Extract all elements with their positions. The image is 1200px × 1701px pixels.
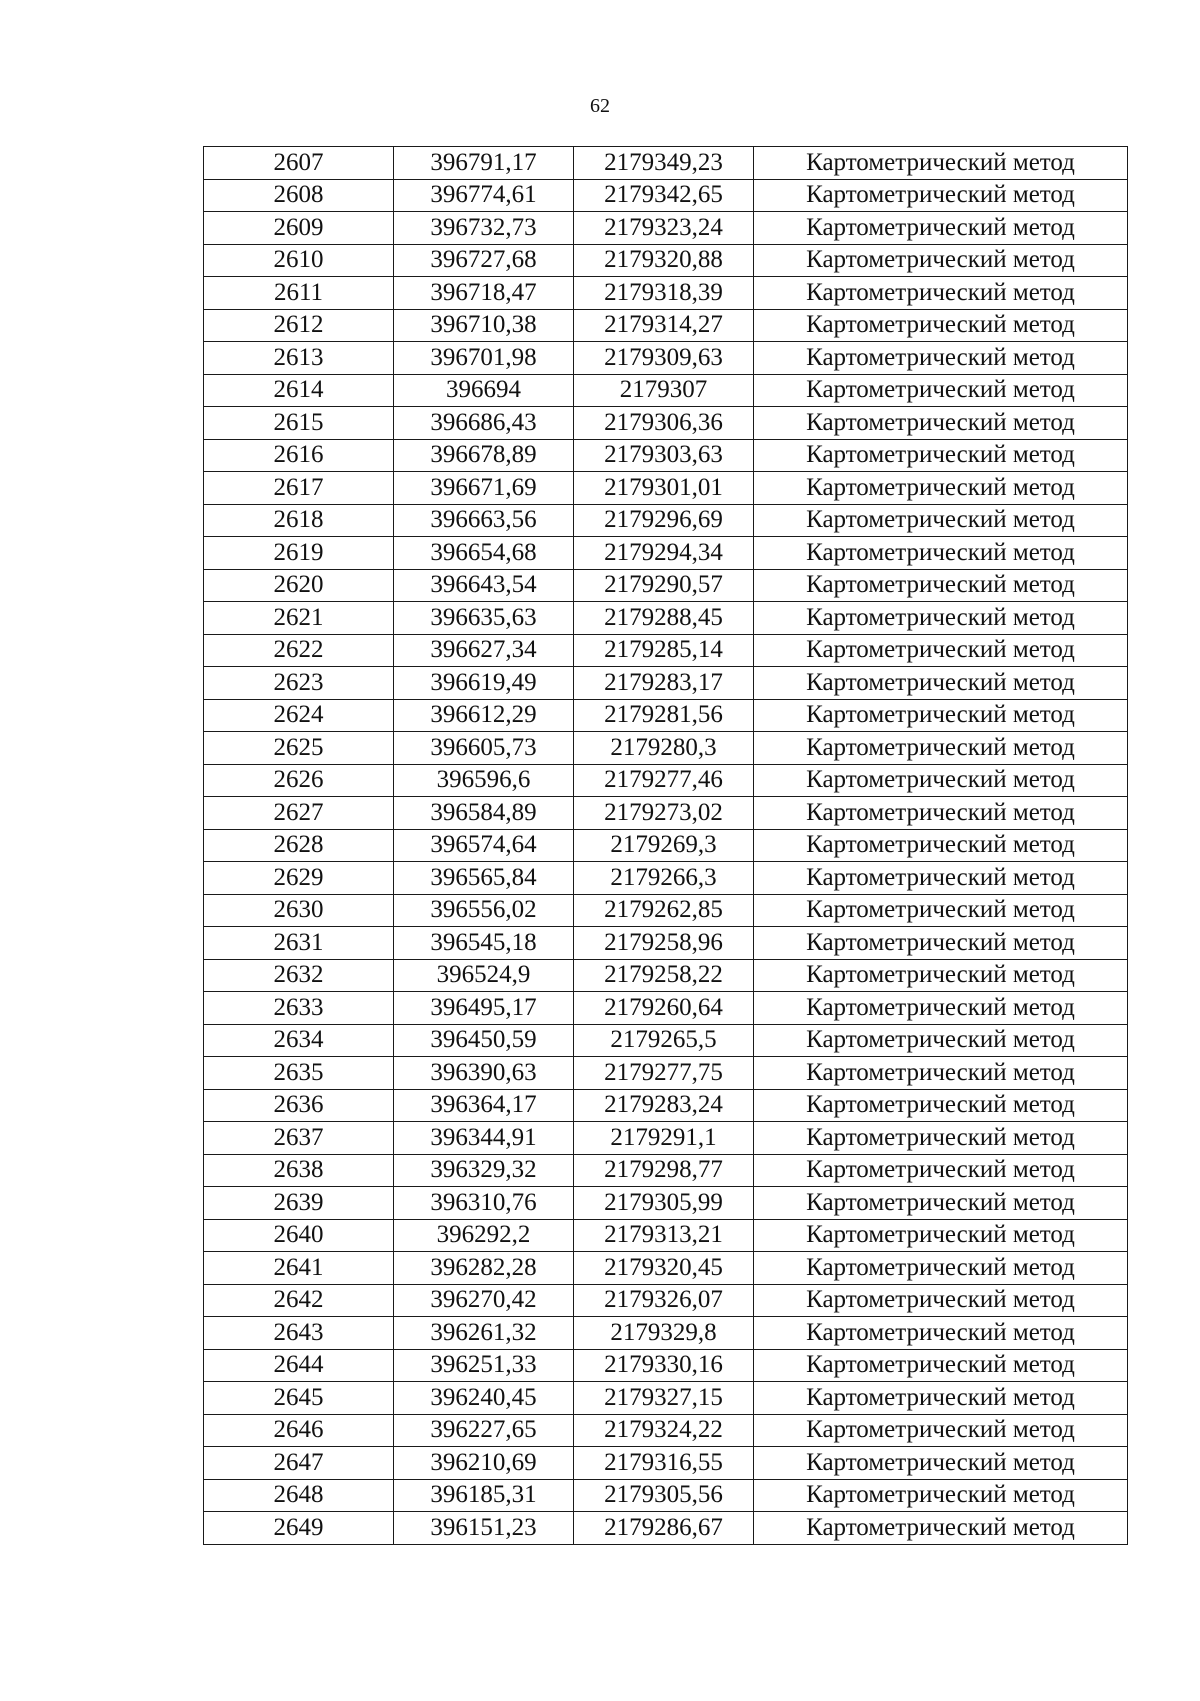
x-coordinate-cell: 396251,33 <box>394 1349 574 1382</box>
method-cell: Картометрический метод <box>754 147 1128 180</box>
y-coordinate-cell: 2179320,88 <box>574 244 754 277</box>
x-coordinate-cell: 396627,34 <box>394 634 574 667</box>
point-number-cell: 2634 <box>204 1024 394 1057</box>
x-coordinate-cell: 396791,17 <box>394 147 574 180</box>
point-number-cell: 2635 <box>204 1057 394 1090</box>
table-row <box>204 1447 1128 1480</box>
x-coordinate-cell: 396261,32 <box>394 1317 574 1350</box>
y-coordinate-cell: 2179265,5 <box>574 1024 754 1057</box>
x-coordinate-cell: 396292,2 <box>394 1219 574 1252</box>
method-cell: Картометрический метод <box>754 407 1128 440</box>
x-coordinate-cell: 396282,28 <box>394 1252 574 1285</box>
table-row <box>204 1252 1128 1285</box>
y-coordinate-cell: 2179296,69 <box>574 504 754 537</box>
y-coordinate-cell: 2179286,67 <box>574 1512 754 1545</box>
coordinates-table <box>203 146 1128 1545</box>
method-cell: Картометрический метод <box>754 1024 1128 1057</box>
point-number-cell: 2619 <box>204 537 394 570</box>
method-cell: Картометрический метод <box>754 472 1128 505</box>
method-cell: Картометрический метод <box>754 862 1128 895</box>
table-row <box>204 959 1128 992</box>
table-row <box>204 342 1128 375</box>
method-cell: Картометрический метод <box>754 309 1128 342</box>
method-cell: Картометрический метод <box>754 602 1128 635</box>
point-number-cell: 2624 <box>204 699 394 732</box>
point-number-cell: 2607 <box>204 147 394 180</box>
x-coordinate-cell: 396545,18 <box>394 927 574 960</box>
table-row <box>204 1057 1128 1090</box>
point-number-cell: 2621 <box>204 602 394 635</box>
method-cell: Картометрический метод <box>754 1447 1128 1480</box>
method-cell: Картометрический метод <box>754 764 1128 797</box>
method-cell: Картометрический метод <box>754 1382 1128 1415</box>
x-coordinate-cell: 396565,84 <box>394 862 574 895</box>
y-coordinate-cell: 2179326,07 <box>574 1284 754 1317</box>
coordinates-table-body <box>204 147 1128 1545</box>
y-coordinate-cell: 2179290,57 <box>574 569 754 602</box>
x-coordinate-cell: 396574,64 <box>394 829 574 862</box>
x-coordinate-cell: 396596,6 <box>394 764 574 797</box>
y-coordinate-cell: 2179266,3 <box>574 862 754 895</box>
point-number-cell: 2617 <box>204 472 394 505</box>
point-number-cell: 2631 <box>204 927 394 960</box>
table-row <box>204 1187 1128 1220</box>
point-number-cell: 2615 <box>204 407 394 440</box>
method-cell: Картометрический метод <box>754 667 1128 700</box>
table-row <box>204 472 1128 505</box>
method-cell: Картометрический метод <box>754 797 1128 830</box>
point-number-cell: 2644 <box>204 1349 394 1382</box>
point-number-cell: 2637 <box>204 1122 394 1155</box>
y-coordinate-cell: 2179285,14 <box>574 634 754 667</box>
x-coordinate-cell: 396678,89 <box>394 439 574 472</box>
method-cell: Картометрический метод <box>754 1512 1128 1545</box>
point-number-cell: 2613 <box>204 342 394 375</box>
point-number-cell: 2625 <box>204 732 394 765</box>
y-coordinate-cell: 2179305,56 <box>574 1479 754 1512</box>
point-number-cell: 2611 <box>204 277 394 310</box>
point-number-cell: 2622 <box>204 634 394 667</box>
table-row <box>204 179 1128 212</box>
table-row <box>204 894 1128 927</box>
y-coordinate-cell: 2179262,85 <box>574 894 754 927</box>
y-coordinate-cell: 2179324,22 <box>574 1414 754 1447</box>
x-coordinate-cell: 396654,68 <box>394 537 574 570</box>
y-coordinate-cell: 2179280,3 <box>574 732 754 765</box>
x-coordinate-cell: 396710,38 <box>394 309 574 342</box>
page-number: 62 <box>590 95 610 117</box>
method-cell: Картометрический метод <box>754 959 1128 992</box>
table-row <box>204 927 1128 960</box>
table-row <box>204 569 1128 602</box>
y-coordinate-cell: 2179306,36 <box>574 407 754 440</box>
point-number-cell: 2629 <box>204 862 394 895</box>
method-cell: Картометрический метод <box>754 504 1128 537</box>
x-coordinate-cell: 396364,17 <box>394 1089 574 1122</box>
method-cell: Картометрический метод <box>754 1284 1128 1317</box>
table-row <box>204 1479 1128 1512</box>
y-coordinate-cell: 2179318,39 <box>574 277 754 310</box>
method-cell: Картометрический метод <box>754 537 1128 570</box>
point-number-cell: 2638 <box>204 1154 394 1187</box>
table-row <box>204 1414 1128 1447</box>
y-coordinate-cell: 2179283,24 <box>574 1089 754 1122</box>
x-coordinate-cell: 396694 <box>394 374 574 407</box>
method-cell: Картометрический метод <box>754 634 1128 667</box>
x-coordinate-cell: 396774,61 <box>394 179 574 212</box>
y-coordinate-cell: 2179288,45 <box>574 602 754 635</box>
y-coordinate-cell: 2179273,02 <box>574 797 754 830</box>
method-cell: Картометрический метод <box>754 1479 1128 1512</box>
table-row <box>204 212 1128 245</box>
x-coordinate-cell: 396227,65 <box>394 1414 574 1447</box>
point-number-cell: 2636 <box>204 1089 394 1122</box>
table-row <box>204 147 1128 180</box>
y-coordinate-cell: 2179342,65 <box>574 179 754 212</box>
table-row <box>204 1317 1128 1350</box>
table-row <box>204 1512 1128 1545</box>
table-row <box>204 1284 1128 1317</box>
y-coordinate-cell: 2179327,15 <box>574 1382 754 1415</box>
x-coordinate-cell: 396344,91 <box>394 1122 574 1155</box>
method-cell: Картометрический метод <box>754 894 1128 927</box>
table-row <box>204 407 1128 440</box>
y-coordinate-cell: 2179281,56 <box>574 699 754 732</box>
point-number-cell: 2628 <box>204 829 394 862</box>
point-number-cell: 2626 <box>204 764 394 797</box>
y-coordinate-cell: 2179269,3 <box>574 829 754 862</box>
x-coordinate-cell: 396686,43 <box>394 407 574 440</box>
method-cell: Картометрический метод <box>754 992 1128 1025</box>
point-number-cell: 2648 <box>204 1479 394 1512</box>
point-number-cell: 2640 <box>204 1219 394 1252</box>
method-cell: Картометрический метод <box>754 1252 1128 1285</box>
method-cell: Картометрический метод <box>754 212 1128 245</box>
point-number-cell: 2639 <box>204 1187 394 1220</box>
y-coordinate-cell: 2179316,55 <box>574 1447 754 1480</box>
x-coordinate-cell: 396390,63 <box>394 1057 574 1090</box>
point-number-cell: 2649 <box>204 1512 394 1545</box>
method-cell: Картометрический метод <box>754 1187 1128 1220</box>
y-coordinate-cell: 2179277,46 <box>574 764 754 797</box>
method-cell: Картометрический метод <box>754 927 1128 960</box>
method-cell: Картометрический метод <box>754 1089 1128 1122</box>
y-coordinate-cell: 2179305,99 <box>574 1187 754 1220</box>
point-number-cell: 2643 <box>204 1317 394 1350</box>
method-cell: Картометрический метод <box>754 374 1128 407</box>
x-coordinate-cell: 396643,54 <box>394 569 574 602</box>
table-row <box>204 992 1128 1025</box>
x-coordinate-cell: 396635,63 <box>394 602 574 635</box>
table-row <box>204 244 1128 277</box>
x-coordinate-cell: 396663,56 <box>394 504 574 537</box>
method-cell: Картометрический метод <box>754 1154 1128 1187</box>
method-cell: Картометрический метод <box>754 732 1128 765</box>
x-coordinate-cell: 396310,76 <box>394 1187 574 1220</box>
table-row <box>204 1024 1128 1057</box>
table-row <box>204 634 1128 667</box>
x-coordinate-cell: 396732,73 <box>394 212 574 245</box>
y-coordinate-cell: 2179307 <box>574 374 754 407</box>
y-coordinate-cell: 2179330,16 <box>574 1349 754 1382</box>
x-coordinate-cell: 396210,69 <box>394 1447 574 1480</box>
y-coordinate-cell: 2179329,8 <box>574 1317 754 1350</box>
y-coordinate-cell: 2179291,1 <box>574 1122 754 1155</box>
method-cell: Картометрический метод <box>754 699 1128 732</box>
table-row <box>204 277 1128 310</box>
y-coordinate-cell: 2179283,17 <box>574 667 754 700</box>
x-coordinate-cell: 396524,9 <box>394 959 574 992</box>
y-coordinate-cell: 2179258,96 <box>574 927 754 960</box>
y-coordinate-cell: 2179313,21 <box>574 1219 754 1252</box>
table-row <box>204 764 1128 797</box>
point-number-cell: 2618 <box>204 504 394 537</box>
point-number-cell: 2647 <box>204 1447 394 1480</box>
y-coordinate-cell: 2179349,23 <box>574 147 754 180</box>
y-coordinate-cell: 2179323,24 <box>574 212 754 245</box>
method-cell: Картометрический метод <box>754 342 1128 375</box>
table-row <box>204 1382 1128 1415</box>
point-number-cell: 2632 <box>204 959 394 992</box>
point-number-cell: 2608 <box>204 179 394 212</box>
x-coordinate-cell: 396727,68 <box>394 244 574 277</box>
x-coordinate-cell: 396329,32 <box>394 1154 574 1187</box>
y-coordinate-cell: 2179260,64 <box>574 992 754 1025</box>
y-coordinate-cell: 2179320,45 <box>574 1252 754 1285</box>
point-number-cell: 2627 <box>204 797 394 830</box>
point-number-cell: 2612 <box>204 309 394 342</box>
method-cell: Картометрический метод <box>754 439 1128 472</box>
x-coordinate-cell: 396671,69 <box>394 472 574 505</box>
table-row <box>204 862 1128 895</box>
table-row <box>204 829 1128 862</box>
method-cell: Картометрический метод <box>754 179 1128 212</box>
table-row <box>204 1122 1128 1155</box>
method-cell: Картометрический метод <box>754 1349 1128 1382</box>
point-number-cell: 2641 <box>204 1252 394 1285</box>
method-cell: Картометрический метод <box>754 829 1128 862</box>
x-coordinate-cell: 396619,49 <box>394 667 574 700</box>
y-coordinate-cell: 2179294,34 <box>574 537 754 570</box>
table-row <box>204 1154 1128 1187</box>
table-row <box>204 1219 1128 1252</box>
method-cell: Картометрический метод <box>754 1414 1128 1447</box>
method-cell: Картометрический метод <box>754 1057 1128 1090</box>
table-row <box>204 1089 1128 1122</box>
x-coordinate-cell: 396270,42 <box>394 1284 574 1317</box>
y-coordinate-cell: 2179298,77 <box>574 1154 754 1187</box>
x-coordinate-cell: 396701,98 <box>394 342 574 375</box>
method-cell: Картометрический метод <box>754 277 1128 310</box>
point-number-cell: 2616 <box>204 439 394 472</box>
point-number-cell: 2610 <box>204 244 394 277</box>
point-number-cell: 2623 <box>204 667 394 700</box>
table-row <box>204 667 1128 700</box>
point-number-cell: 2630 <box>204 894 394 927</box>
x-coordinate-cell: 396605,73 <box>394 732 574 765</box>
table-row <box>204 439 1128 472</box>
x-coordinate-cell: 396556,02 <box>394 894 574 927</box>
method-cell: Картометрический метод <box>754 1219 1128 1252</box>
table-row <box>204 309 1128 342</box>
y-coordinate-cell: 2179309,63 <box>574 342 754 375</box>
table-row <box>204 374 1128 407</box>
x-coordinate-cell: 396612,29 <box>394 699 574 732</box>
x-coordinate-cell: 396718,47 <box>394 277 574 310</box>
method-cell: Картометрический метод <box>754 1122 1128 1155</box>
table-row <box>204 732 1128 765</box>
y-coordinate-cell: 2179303,63 <box>574 439 754 472</box>
point-number-cell: 2609 <box>204 212 394 245</box>
x-coordinate-cell: 396151,23 <box>394 1512 574 1545</box>
y-coordinate-cell: 2179314,27 <box>574 309 754 342</box>
x-coordinate-cell: 396584,89 <box>394 797 574 830</box>
method-cell: Картометрический метод <box>754 569 1128 602</box>
y-coordinate-cell: 2179301,01 <box>574 472 754 505</box>
point-number-cell: 2620 <box>204 569 394 602</box>
x-coordinate-cell: 396185,31 <box>394 1479 574 1512</box>
x-coordinate-cell: 396240,45 <box>394 1382 574 1415</box>
table-row <box>204 797 1128 830</box>
table-row <box>204 602 1128 635</box>
method-cell: Картометрический метод <box>754 1317 1128 1350</box>
point-number-cell: 2633 <box>204 992 394 1025</box>
point-number-cell: 2642 <box>204 1284 394 1317</box>
x-coordinate-cell: 396450,59 <box>394 1024 574 1057</box>
point-number-cell: 2645 <box>204 1382 394 1415</box>
table-row <box>204 537 1128 570</box>
table-row <box>204 1349 1128 1382</box>
point-number-cell: 2646 <box>204 1414 394 1447</box>
point-number-cell: 2614 <box>204 374 394 407</box>
table-row <box>204 504 1128 537</box>
y-coordinate-cell: 2179258,22 <box>574 959 754 992</box>
method-cell: Картометрический метод <box>754 244 1128 277</box>
x-coordinate-cell: 396495,17 <box>394 992 574 1025</box>
y-coordinate-cell: 2179277,75 <box>574 1057 754 1090</box>
table-row <box>204 699 1128 732</box>
